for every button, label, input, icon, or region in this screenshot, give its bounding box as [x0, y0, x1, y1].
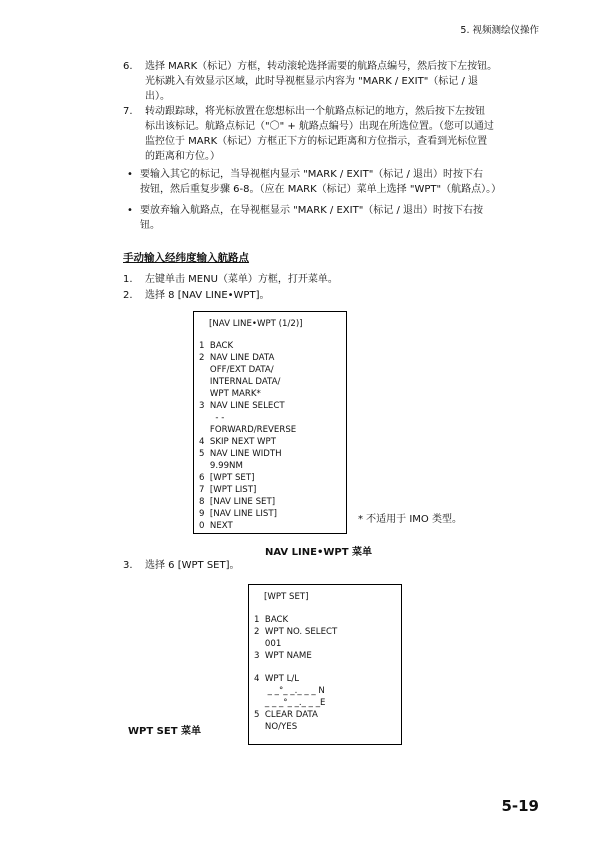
nav-line-wpt-menu-box: [193, 311, 347, 534]
menu-line: 9.99NM: [199, 461, 243, 471]
step-number: 3.: [123, 560, 133, 571]
bullet-text-line: 钮。: [140, 220, 160, 231]
wpt-set-menu-caption: WPT SET 菜单: [128, 726, 201, 737]
menu-line: 3 WPT NAME: [254, 651, 312, 661]
longitude-template: _ _ _°_ _._ _ _E: [254, 698, 326, 708]
menu-line: - -: [199, 413, 225, 423]
nav-line-wpt-menu-caption: NAV LINE•WPT 菜单: [265, 547, 372, 558]
step-text: 选择 8 [NAV LINE•WPT]。: [145, 290, 270, 301]
menu-line: 3 NAV LINE SELECT: [199, 401, 285, 411]
menu-line: 0 NEXT: [199, 521, 233, 531]
step-text-line: 选择 MARK（标记）方框，转动滚轮选择需要的航路点编号，然后按下左按钮。: [145, 61, 498, 72]
menu-line: 1 BACK: [254, 615, 289, 625]
step-number: 7.: [123, 106, 133, 117]
menu-line: 2 WPT NO. SELECT: [254, 627, 338, 637]
step-text-line: 转动跟踪球，将光标放置在您想标出一个航路点标记的地方，然后按下左按钮: [145, 106, 485, 117]
section-title: 手动输入经纬度输入航路点: [123, 252, 249, 264]
step-text: 选择 6 [WPT SET]。: [145, 560, 240, 571]
menu-line: 9 [NAV LINE LIST]: [199, 509, 277, 519]
menu-line: 001: [254, 639, 282, 649]
menu-line: 2 NAV LINE DATA: [199, 353, 275, 363]
latitude-template: _ _°_ _._ _ _ N: [254, 686, 325, 696]
page-number: 5-19: [501, 797, 539, 815]
menu-line: WPT MARK*: [199, 389, 261, 399]
wpt-set-menu-box: [248, 584, 402, 745]
menu-line: 5 CLEAR DATA: [254, 710, 318, 720]
step-text-line: 监控位于 MARK（标记）方框正下方的标记距离和方位指示，查看到光标位置: [145, 136, 488, 147]
menu-line: 8 [NAV LINE SET]: [199, 497, 276, 507]
menu-line: 4 WPT L/L: [254, 674, 300, 684]
step-number: 1.: [123, 274, 133, 285]
menu-line: 1 BACK: [199, 341, 234, 351]
bullet-text-line: 要放弃输入航路点，在导视框显示 "MARK / EXIT"（标记 / 退出）时按下右按: [140, 205, 484, 216]
menu-line: FORWARD/REVERSE: [199, 425, 297, 435]
menu-line: 7 [WPT LIST]: [199, 485, 257, 495]
step-text-line: 光标跳入有效显示区域，此时导视框显示内容为 "MARK / EXIT"（标记 / 退: [145, 76, 479, 87]
step-text-line: 的距离和方位。）: [145, 151, 220, 162]
menu-line: OFF/EXT DATA/: [199, 365, 274, 375]
menu-line: [WPT SET]: [264, 592, 309, 602]
bullet-text-line: 要输入其它的标记，当导视框内显示 "MARK / EXIT"（标记 / 退出）时按下右: [140, 169, 484, 180]
chapter-header: 5. 视频测绘仪操作: [460, 25, 539, 36]
bullet-dot: •: [127, 205, 133, 216]
step-number: 6.: [123, 61, 133, 72]
menu-line: 5 NAV LINE WIDTH: [199, 449, 282, 459]
menu-line: 6 [WPT SET]: [199, 473, 255, 483]
menu-line: [NAV LINE•WPT (1/2)]: [209, 319, 303, 329]
menu-line: 4 SKIP NEXT WPT: [199, 437, 276, 447]
step-text-line: 标出该标记。航路点标记（"〇" + 航路点编号）出现在所选位置。（您可以通过: [145, 121, 494, 132]
bullet-text-line: 按钮，然后重复步骤 6-8。（应在 MARK（标记）菜单上选择 "WPT"（航路点）。）: [140, 184, 502, 195]
imo-footnote: * 不适用于 IMO 类型。: [358, 514, 462, 525]
bullet-dot: •: [127, 169, 133, 180]
step-number: 2.: [123, 290, 133, 301]
step-text-line: 出）。: [145, 91, 170, 102]
menu-line: INTERNAL DATA/: [199, 377, 281, 387]
menu-line: NO/YES: [254, 722, 298, 732]
step-text: 左键单击 MENU（菜单）方框，打开菜单。: [145, 274, 338, 285]
